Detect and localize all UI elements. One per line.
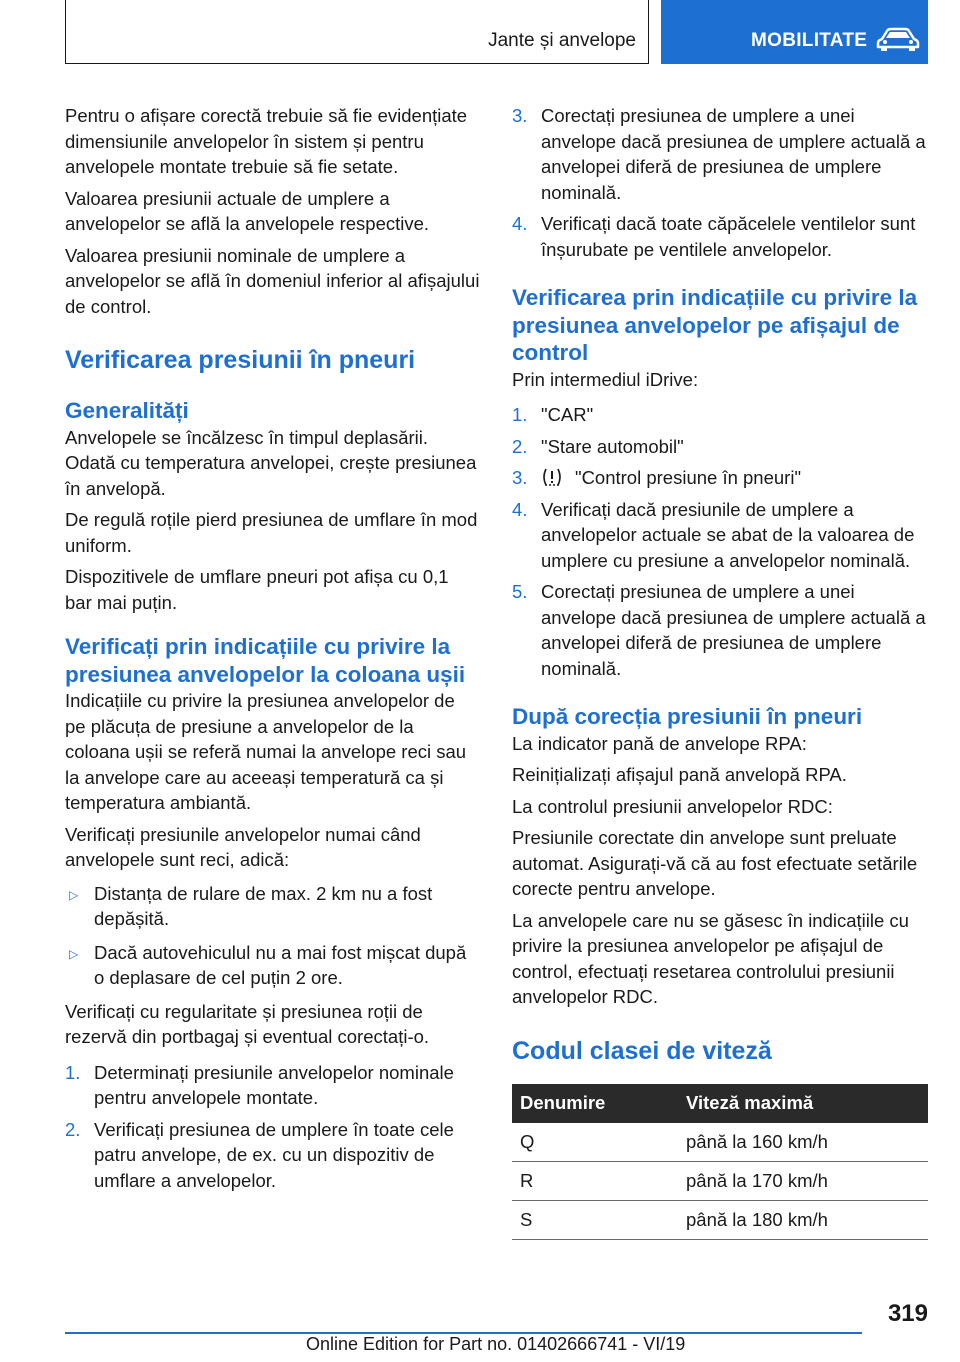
paragraph: De regulă roțile pierd presiunea de umflare în mod uniform. [65,509,478,556]
table-cell: până la 160 km/h [678,1123,928,1162]
table-header: Viteză maximă [678,1084,928,1123]
section-heading: Codul clasei de viteză [512,1036,772,1065]
triangle-bullet-icon: ▷ [69,887,79,902]
subsection-heading: După corecția presiunii în pneuri [512,704,863,729]
list-item: 1. "CAR" [512,404,594,425]
paragraph: Verificați presiunile anvelopelor numai când anvelopele sunt reci, adică: [65,823,421,870]
list-item: 2. Verificați presiunea de umplere în toate cele patru anvelope, de ex. cu un dispozitiv de umflare a anvelopelor. [65,1118,454,1191]
paragraph: Anvelopele se încălzesc în timpul deplasării. Odată cu temperatura anvelopei, crește presiunea în anvelopă. [65,426,477,499]
paragraph: Pentru o afișare corectă trebuie să fie evidențiate dimensiunile anvelopelor în sistem și pentru anvelopele montate trebuie să fie setate. [65,105,468,177]
subsection-heading: Generalități [65,398,189,423]
list-item: ▷ Dacă autovehiculul nu a mai fost mișcat după o deplasare de cel puțin 2 ore. [65,940,480,991]
section-title: MOBILITATE [751,30,868,51]
car-icon [876,27,920,51]
page-header [65,0,928,64]
table-cell: până la 170 km/h [678,1162,928,1201]
table-cell: R [512,1162,678,1201]
table-cell: S [512,1201,678,1240]
paragraph: Dispozitivele de umflare pneuri pot afișa cu 0,1 bar mai puțin. [65,566,449,613]
paragraph: Valoarea presiunii actuale de umplere a anvelopelor se află la anvelopele respective. [65,187,430,234]
tire-pressure-warning-icon [541,466,563,488]
section-tab [661,0,928,64]
table-header: Denumire [512,1084,678,1123]
page-number: 319 [887,1300,928,1327]
list-item: ▷ Distanța de rulare de max. 2 km nu a fost depășită. [65,881,480,932]
subsection-heading: Verificarea prin indicațiile cu privire la presiunea anvelopelor pe afișajul de control [512,285,918,365]
list-item: 2. "Stare automobil" [512,435,684,457]
paragraph: Indicațiile cu privire la presiunea anvelopelor de pe plăcuța de presiune a anvelopelor de la coloana ușii se referă numai la anvelope reci sau la anvelope care au aceeași temperatură ca și temperatura ambiantă. [65,690,467,813]
paragraph: La controlul presiunii anvelopelor RDC: [512,795,833,817]
paragraph: Prin intermediul iDrive: [512,368,699,390]
table-row [512,1201,928,1240]
chapter-tab [65,0,649,64]
paragraph: Reinițializați afișajul pană anvelopă RPA. [512,764,847,785]
list-item: 3. "Control presiune în pneuri" [512,467,802,488]
list-item: 4. Verificați dacă presiunile de umplere a anvelopelor actuale se abat de la valoarea de umplere cu presiune a anvelopelor nominală. [512,498,915,571]
table-cell: Q [512,1123,678,1162]
section-heading: Verificarea presiunii în pneuri [65,346,416,374]
right-column [512,103,928,1240]
table-row [512,1162,928,1201]
speed-class-table [512,1084,928,1241]
subsection-heading: Verificați prin indicațiile cu privire la presiunea anvelopelor la coloana ușii [65,634,466,687]
list-item: 1. Determinați presiunile anvelopelor nominale pentru anvelopele montate. [65,1061,454,1108]
paragraph: Presiunile corectate din anvelope sunt preluate automat. Asigurați-vă că au fost efectuate setările corecte pentru anvelope. [512,827,918,899]
paragraph: La anvelopele care nu se găsesc în indicațiile cu privire la presiunea anvelopelor pe afișajul de control, efectuați resetarea controlului presiunii anvelopelor RDC. [512,909,909,1007]
table-row [512,1123,928,1162]
chapter-title: Jante și anvelope [488,30,636,51]
paragraph: Verificați cu regularitate și presiunea roții de rezervă din portbagaj și eventual corectați-o. [65,1000,430,1047]
list-item: 5. Corectați presiunea de umplere a unei anvelope dacă presiunea de umplere actuală a anvelopei diferă de presiunea de umplere nominală. [512,581,926,679]
list-item: 4. Verificați dacă toate căpăcelele ventilelor sunt înșurubate pe ventilele anvelopelor. [512,213,916,260]
table-header-row [512,1084,928,1123]
table-cell: până la 180 km/h [678,1201,928,1240]
left-column [65,103,480,1199]
paragraph: Valoarea presiunii nominale de umplere a anvelopelor se află în domeniul inferior al afișajului de control. [65,244,480,317]
list-item: 3. Corectați presiunea de umplere a unei anvelope dacă presiunea de umplere actuală a anvelopei diferă de presiunea de umplere nominală. [512,105,926,203]
triangle-bullet-icon: ▷ [69,946,79,961]
step-text: "Control presiune în pneuri" [575,467,802,488]
paragraph: La indicator pană de anvelope RPA: [512,732,807,754]
edition-note: Online Edition for Part no. 01402666741 - VI/19 [306,1334,686,1354]
